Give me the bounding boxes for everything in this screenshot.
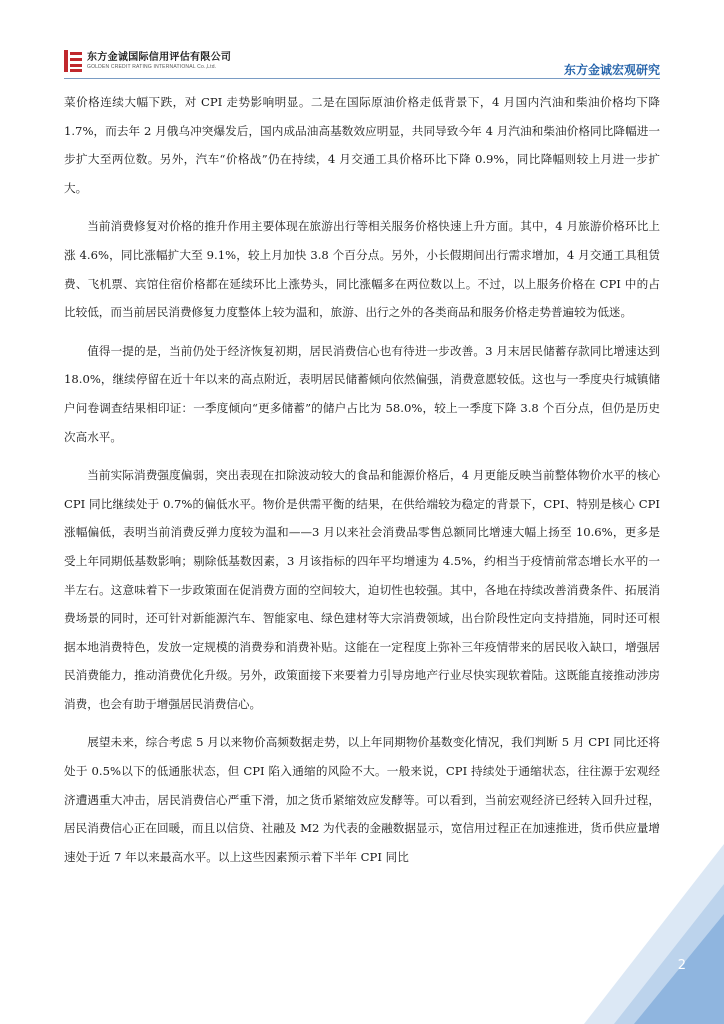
footer-decoration	[584, 824, 724, 1024]
paragraph-2: 当前消费修复对价格的推升作用主要体现在旅游出行等相关服务价格快速上升方面。其中，4 月旅游价格环比上涨 4.6%，同比涨幅扩大至 9.1%，较上月加快 3.8 个百分点。另外，小长假期间出行需求增加，4 月交通工具租赁费、飞机票、宾馆住宿价格都在延续环比上涨势头，同比涨幅多在两位数以上。不过，以上服务价格在 CPI 中的占比较低，而当前居民消费修复力度整体上较为温和，旅游、出行之外的各类商品和服务价格走势普遍较为低迷。	[64, 219, 660, 320]
company-logo-icon	[64, 50, 82, 72]
page-header	[64, 48, 660, 78]
paragraph-1: 菜价格连续大幅下跌，对 CPI 走势影响明显。二是在国际原油价格走低背景下，4 月国内汽油和柴油价格均下降 1.7%，而去年 2 月俄乌冲突爆发后，国内成品油高基数效应明显，共同导致今年 4 月汽油和柴油价格同比降幅进一步扩大至两位数。另外，汽车“价格战”仍在持续，4 月交通工具价格环比下降 0.9%，同比降幅则较上月进一步扩大。	[64, 95, 660, 195]
paragraph-3: 值得一提的是，当前仍处于经济恢复初期，居民消费信心也有待进一步改善。3 月末居民储蓄存款同比增速达到 18.0%，继续停留在近十年以来的高点附近，表明居民储蓄倾向依然偏强，消费意愿较低。这也与一季度央行城镇储户问卷调查结果相印证：一季度倾向“更多储蓄”的储户占比为 58.0%，较上一季度下降 3.8 个百分点，但仍是历史次高水平。	[64, 343, 660, 444]
company-name-en: GOLDEN CREDIT RATING INTERNATIONAL Co.,Ltd.	[87, 63, 217, 70]
company-name-cn: 东方金诚国际信用评估有限公司	[87, 51, 232, 63]
page-number: 2	[677, 958, 686, 973]
paragraph-4: 当前实际消费强度偏弱，突出表现在扣除波动较大的食品和能源价格后，4 月更能反映当前整体物价水平的核心 CPI 同比继续处于 0.7%的偏低水平。物价是供需平衡的结果，在供给端较为稳定的背景下，CPI、特别是核心 CPI 涨幅偏低，表明当前消费反弹力度较为温和——3 月以来社会消费品零售总额同比增速大幅上扬至 10.6%，更多是受上年同期低基数影响；剔除低基数因素，3 月该指标的四年平均增速为 4.5%，约相当于疫情前常态增长水平的一半左右。这意味着下一步政策面在促消费方面的空间较大，迫切性也较强。其中，各地在持续改善消费条件、拓展消费场景的同时，还可针对新能源汽车、智能家电、绿色建材等大宗消费领域，出台阶段性定向支持措施，同时还可根据本地消费特色，发放一定规模的消费券和消费补贴。这能在一定程度上弥补三年疫情带来的居民收入缺口，增强居民消费能力，推动消费优化升级。另外，政策面接下来要着力引导房地产行业尽快实现软着陆。这既能直接推动涉房消费，也会有助于增强居民消费信心。	[64, 468, 660, 711]
header-divider	[64, 78, 660, 79]
company-logo	[64, 48, 231, 74]
document-body	[64, 88, 660, 881]
report-series-title: 东方金诚宏观研究	[563, 63, 660, 77]
paragraph-5: 展望未来，综合考虑 5 月以来物价高频数据走势，以上年同期物价基数变化情况，我们判断 5 月 CPI 同比还将处于 0.5%以下的低通胀状态，但 CPI 陷入通缩的风险不大。一般来说，CPI 持续处于通缩状态，往往源于宏观经济遭遇重大冲击，居民消费信心严重下滑，加之货币紧缩效应发酵等。可以看到，当前宏观经济已经转入回升过程，居民消费信心正在回暖，而且以信贷、社融及 M2 为代表的金融数据显示，宽信用过程正在加速推进，货币供应量增速处于近 7 年以来最高水平。以上这些因素预示着下半年 CPI 同比	[64, 735, 660, 864]
